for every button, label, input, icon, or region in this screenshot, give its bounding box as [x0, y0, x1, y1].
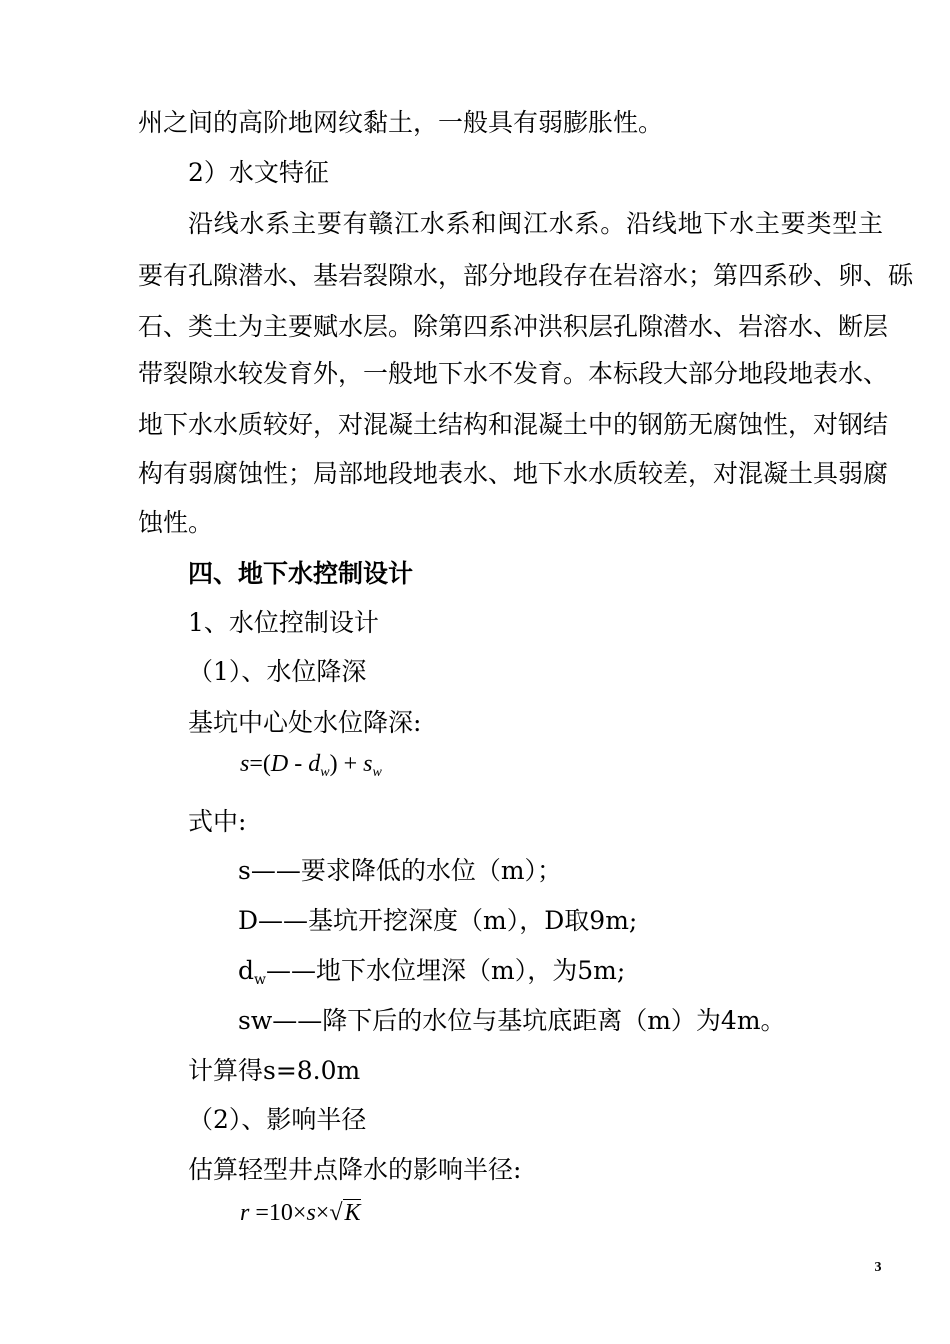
definition-sw: sw——降下后的水位与基坑底距离（m）为4m。 — [238, 1006, 786, 1035]
definition-s: s——要求降低的水位（m）； — [238, 856, 563, 885]
definition-dw — [238, 951, 883, 991]
formula-subscript: w — [372, 765, 382, 780]
subsection-title: 1、水位控制设计 — [188, 608, 379, 637]
formula-symbol: - — [288, 751, 309, 777]
drawdown-formula — [240, 747, 382, 790]
part2-intro: 估算轻型井点降水的影响半径: — [188, 1155, 522, 1184]
where-label: 式中: — [188, 807, 247, 836]
formula-symbol: K — [344, 1200, 361, 1226]
formula-symbol: =( — [249, 751, 271, 777]
formula-symbol: =10 — [249, 1200, 293, 1226]
definition-dw-text: ——地下水位埋深（m），为5m; — [266, 956, 626, 985]
paragraph-continuation: 州之间的高阶地网纹黏土，一般具有弱膨胀性。 — [138, 108, 664, 137]
radius-formula — [240, 1196, 361, 1230]
formula-symbol: r — [240, 1200, 250, 1226]
paragraph-line: 构有弱腐蚀性；局部地段地表水、地下水水质较差，对混凝土具弱腐 — [138, 459, 889, 488]
paragraph-line: 要有孔隙潜水、基岩裂隙水，部分地段存在岩溶水；第四系砂、卵、砾 — [138, 261, 914, 290]
formula-symbol: d — [308, 751, 321, 777]
formula-symbol: s — [306, 1200, 316, 1226]
formula-symbol: × — [315, 1200, 330, 1226]
paragraph-line: 蚀性。 — [138, 508, 214, 537]
formula-symbol: s — [363, 751, 373, 777]
part2-title: （2）、影响半径 — [188, 1105, 367, 1134]
formula-symbol: × — [292, 1200, 307, 1226]
page-number: 3 — [874, 1260, 882, 1275]
sqrt-sign: √ — [329, 1200, 343, 1226]
calculation-result: 计算得s=8.0m — [188, 1056, 361, 1085]
section-title: 四、地下水控制设计 — [188, 559, 414, 588]
formula-symbol: s — [240, 751, 250, 777]
formula-symbol: D — [270, 751, 289, 777]
formula-subscript: w — [320, 765, 330, 780]
paragraph-line: 沿线水系主要有赣江水系和闽江水系。沿线地下水主要类型主 — [188, 209, 883, 238]
definition-dw-subscript: w — [254, 972, 266, 988]
part1-title: （1）、水位降深 — [188, 657, 367, 686]
formula-symbol: + — [337, 751, 364, 777]
hydrology-heading: 2）水文特征 — [188, 158, 329, 187]
formula-symbol: ) — [329, 751, 338, 777]
definition-D: D——基坑开挖深度（m），D取9m; — [238, 906, 638, 935]
paragraph-line: 石、类土为主要赋水层。除第四系冲洪积层孔隙潜水、岩溶水、断层 — [138, 312, 889, 341]
part1-intro: 基坑中心处水位降深: — [188, 708, 422, 737]
paragraph-line: 带裂隙水较发育外，一般地下水不发育。本标段大部分地段地表水、 — [138, 359, 889, 388]
definition-dw-symbol: d — [238, 956, 255, 985]
paragraph-line: 地下水水质较好，对混凝土结构和混凝土中的钢筋无腐蚀性，对钢结 — [138, 410, 889, 439]
